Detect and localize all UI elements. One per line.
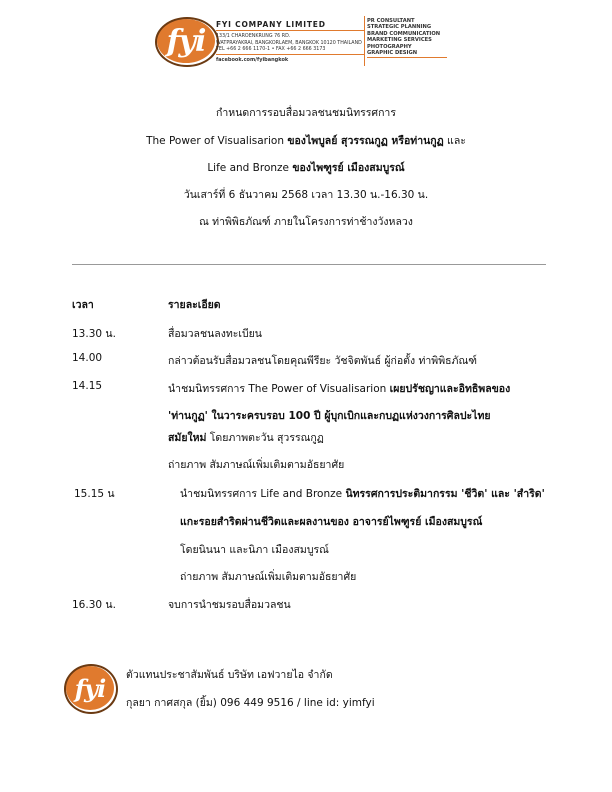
row-detail: จบการนำชมรอบสื่อมวลชน bbox=[168, 599, 291, 611]
footer-agency: ตัวแทนประชาสัมพันธ์ บริษัท เอฟวายไอ จำกัด bbox=[126, 669, 333, 681]
title-and: และ bbox=[443, 135, 466, 147]
row-time: 13.30 น. bbox=[72, 328, 116, 340]
title-line-1: กำหนดการรอบสื่อมวลชนชมนิทรรศการ bbox=[216, 107, 396, 119]
row-detail-line: ถ่ายภาพ สัมภาษณ์เพิ่มเติมตามอัธยาศัย bbox=[180, 571, 357, 583]
title-line-3 bbox=[0, 159, 612, 176]
detail-highlight: นิทรรศการประติมากรรม 'ชีวิต' และ 'สำริด' bbox=[345, 488, 545, 500]
detail-highlight: สมัยใหม่ bbox=[168, 432, 207, 444]
header-rule-2 bbox=[216, 54, 364, 55]
row-detail-line bbox=[168, 380, 510, 397]
row-detail: สื่อมวลชนลงทะเบียน bbox=[168, 328, 262, 340]
detail-highlight: เผยปรัชญาและอิทธิพลของ bbox=[389, 383, 511, 395]
row-detail: กล่าวต้อนรับสื่อมวลชนโดยคุณพีรียะ วัชจิตพันธ์ ผู้ก่อตั้ง ท่าพิพิธภัณฑ์ bbox=[168, 355, 477, 367]
row-detail-line: 'ท่านกูฏ' ในวาระครบรอบ 100 ปี ผู้บุกเบิกและกบฏแห่งวงการศิลปะไทย bbox=[168, 410, 491, 422]
detail-text: นำชมนิทรรศการ Life and Bronze bbox=[180, 488, 346, 500]
row-detail-line bbox=[180, 485, 545, 502]
facebook-link[interactable]: facebook.com/fyibangkok bbox=[216, 57, 289, 63]
row-time: 14.00 bbox=[72, 352, 103, 364]
detail-text: โดยภาพตะวัน สุวรรณกูฏ bbox=[206, 432, 324, 444]
header-rule-3 bbox=[367, 57, 447, 58]
column-header-time: เวลา bbox=[72, 299, 94, 311]
row-time: 14.15 bbox=[72, 380, 103, 392]
logo-text: fyi bbox=[74, 673, 106, 703]
row-time: 15.15 น bbox=[74, 488, 115, 500]
footer-contact: กุลยา กาศสกุล (ยิ้ม) 096 449 9516 / line id: yimfyi bbox=[126, 697, 375, 709]
logo-ring bbox=[155, 17, 219, 67]
column-header-detail: รายละเอียด bbox=[168, 299, 221, 311]
header-rule bbox=[216, 30, 364, 31]
company-address: 133/1 CHAROENKRUNG 76 RD. WATPRAYAKRAI, BANGKORLAEM, BANGKOK 10120 THAILAND TEL +66 2 666 1170-1 • FAX +66 2 666 3173 bbox=[216, 34, 362, 52]
event-date: วันเสาร์ที่ 6 ธันวาคม 2568 เวลา 13.30 น.-16.30 น. bbox=[183, 189, 429, 201]
detail-text: นำชมนิทรรศการ The Power of Visualisarion bbox=[168, 383, 390, 395]
company-name: FYI COMPANY LIMITED bbox=[216, 20, 326, 29]
section-divider bbox=[72, 264, 546, 265]
row-detail-line: แกะรอยสำริดผ่านชีวิตและผลงานของ อาจารย์ไพฑูรย์ เมืองสมบูรณ์ bbox=[180, 516, 483, 528]
row-detail-line: โดยนินนา และนิภา เมืองสมบูรณ์ bbox=[180, 544, 329, 556]
logo-text: fyi bbox=[166, 23, 206, 59]
row-time: 16.30 น. bbox=[72, 599, 116, 611]
title-exhibit-1: The Power of Visualisarion bbox=[146, 135, 288, 147]
footer-logo-ring bbox=[64, 664, 118, 714]
row-detail-line bbox=[168, 429, 324, 446]
row-detail-line: ถ่ายภาพ สัมภาษณ์เพิ่มเติมตามอัธยาศัย bbox=[168, 459, 345, 471]
event-venue: ณ ท่าพิพิธภัณฑ์ ภายในโครงการท่าช้างวังหลวง bbox=[199, 216, 413, 228]
title-exhibit-2: Life and Bronze bbox=[207, 162, 293, 174]
title-artist-1: ของไพบูลย์ สุวรรณกูฏ หรือท่านกูฏ bbox=[287, 135, 444, 147]
header-divider bbox=[364, 16, 365, 66]
services-list: PR CONSULTANT STRATEGIC PLANNING BRAND COMMUNICATION MARKETING SERVICES PHOTOGRAPHY GRAPHIC DESIGN bbox=[367, 18, 441, 57]
title-artist-2: ของไพฑูรย์ เมืองสมบูรณ์ bbox=[292, 162, 405, 174]
title-line-2 bbox=[0, 132, 612, 149]
